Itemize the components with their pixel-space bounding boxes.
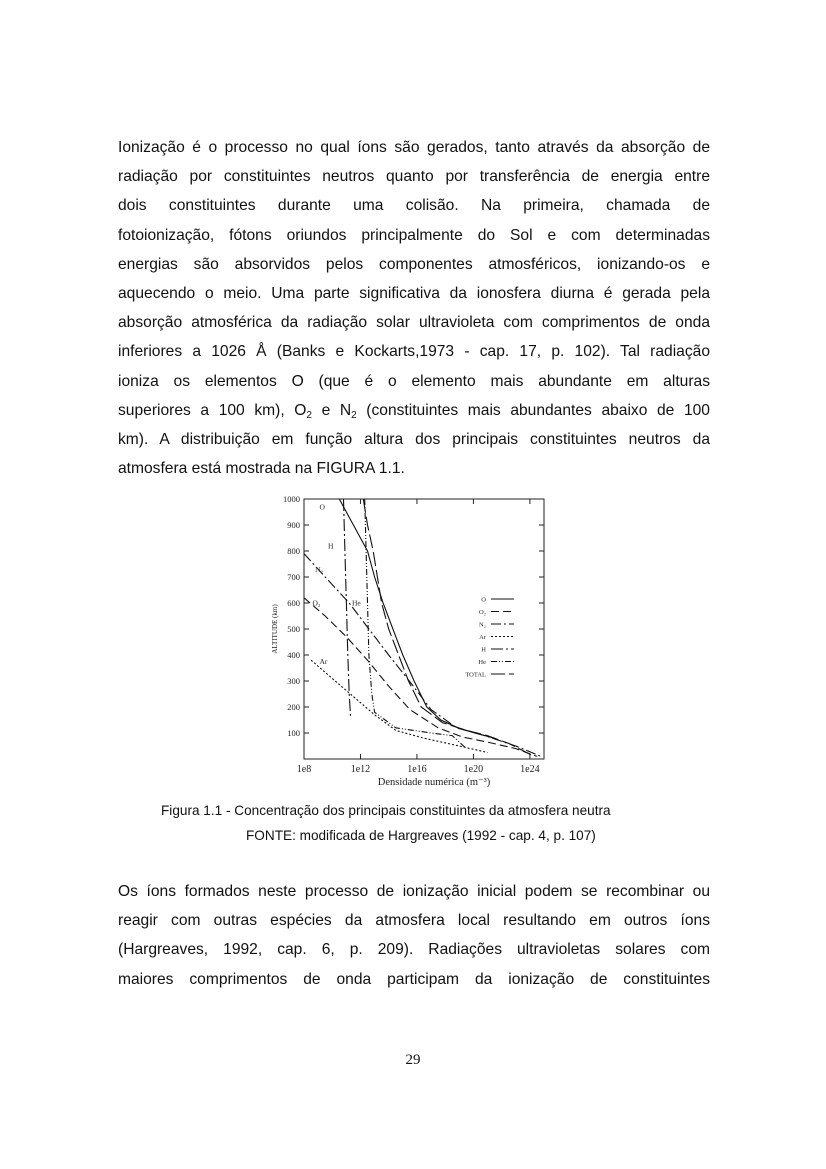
text-line: absorção atmosférica da radiação solar ultravioleta com comprimentos de onda <box>118 314 710 332</box>
caption-text: Concentração dos principais constituintes da atmosfera neutra <box>230 803 611 818</box>
text-line: Os íons formados neste processo de ionização inicial podem se recombinar ou <box>118 883 710 900</box>
y-tick-label: 900 <box>287 520 300 530</box>
text-line: dois constituintes durante uma colisão. Na primeira, chamada de <box>118 197 710 215</box>
y-tick-label: 1000 <box>283 494 300 504</box>
text-segment: superiores a 100 km), O <box>118 401 307 419</box>
figure-source: FONTE: modificada de Hargreaves (1992 - cap. 4, p. 107) <box>246 828 596 843</box>
y-tick-label: 300 <box>287 676 300 686</box>
legend-label: TOTAL <box>465 671 486 679</box>
text-line: (Hargreaves, 1992, cap. 6, p. 209). Radiações ultravioletas solares com <box>118 941 710 959</box>
legend-label: H <box>481 646 486 654</box>
figure-caption <box>161 803 611 818</box>
x-tick-label: 1e12 <box>350 764 371 775</box>
subscript: 2 <box>351 409 357 421</box>
curve-label: Ar <box>319 657 328 667</box>
y-tick-label: 600 <box>287 598 300 608</box>
text-line: km). A distribuição em função altura dos principais constituintes neutros da <box>118 430 710 448</box>
y-axis-label: ALTITUDE (km) <box>271 604 279 654</box>
text-segment: e N <box>311 401 352 419</box>
y-tick-label: 800 <box>287 546 300 556</box>
y-tick-label: 400 <box>287 650 300 660</box>
curve-label: O <box>319 502 325 512</box>
text-line-formula <box>118 396 710 425</box>
text-line: reagir com outras espécies da atmosfera local resultando em outros íons <box>118 912 710 930</box>
x-tick-label: 1e20 <box>463 764 484 775</box>
x-tick-label: 1e24 <box>520 764 540 775</box>
subscript: 2 <box>306 409 312 421</box>
density-altitude-chart <box>268 487 560 792</box>
paragraph-1 <box>118 133 710 483</box>
legend-label: O <box>481 596 486 604</box>
text-line: fotoionização, fótons oriundos principalmente do Sol e com determinadas <box>118 226 710 244</box>
y-tick-label: 100 <box>287 728 300 738</box>
curve-label: N₂ <box>315 564 324 574</box>
figure-chart <box>268 487 560 792</box>
x-tick-label: 1e16 <box>407 764 427 775</box>
paragraph-2 <box>118 877 710 994</box>
x-axis-label: Densidade numérica (m⁻³) <box>377 777 491 788</box>
y-tick-label: 700 <box>287 572 300 582</box>
x-tick-label: 1e8 <box>296 764 312 775</box>
text-line: ioniza os elementos O (que é o elemento mais abundante em alturas <box>118 372 710 390</box>
text-line: energias são absorvidos pelos componentes atmosféricos, ionizando-os e <box>118 255 710 273</box>
curve-label: H <box>328 541 334 551</box>
caption-label: Figura 1.1 - <box>161 803 231 818</box>
curve-label: He <box>352 598 361 608</box>
text-line: inferiores a 1026 Å (Banks e Kockarts,1973 - cap. 17, p. 102). Tal radiação <box>118 343 710 361</box>
legend-label: Ar <box>479 634 486 641</box>
curve-label: O₂ <box>312 598 321 608</box>
text-line: Ionização é o processo no qual íons são gerados, tanto através da absorção de <box>118 139 710 156</box>
text-line: radiação por constituintes neutros quanto por transferência de energia entre <box>118 168 710 186</box>
legend-label: He <box>478 659 486 666</box>
legend-label: O₂ <box>479 609 486 616</box>
y-tick-label: 200 <box>287 702 300 712</box>
text-line: maiores comprimentos de onda participam da ionização de constituintes <box>118 970 710 988</box>
page-number: 29 <box>405 1052 421 1068</box>
legend-label: N₂ <box>479 621 486 629</box>
text-line: aquecendo o meio. Uma parte significativa da ionosfera diurna é gerada pela <box>118 284 710 302</box>
text-line: atmosfera está mostrada na FIGURA 1.1. <box>118 460 405 478</box>
text-segment: (constituintes mais abundantes abaixo de 100 <box>356 401 710 419</box>
y-tick-label: 500 <box>287 624 300 634</box>
